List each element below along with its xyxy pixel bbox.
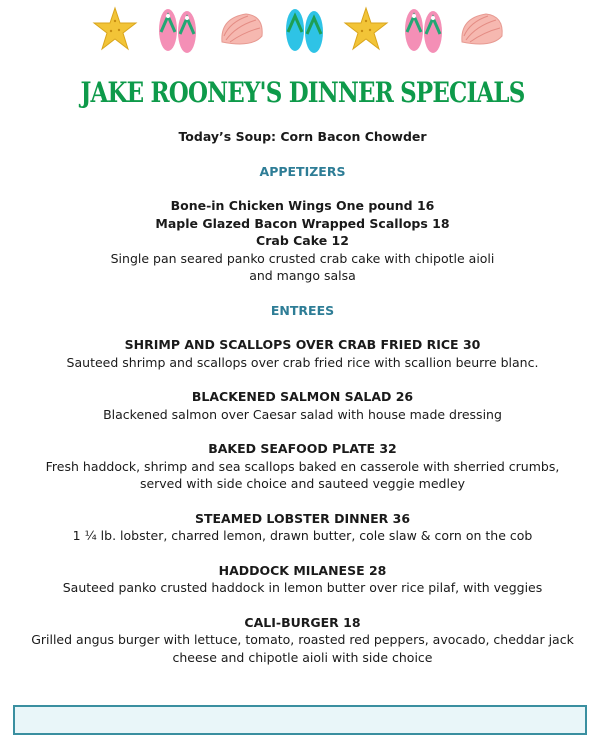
entree-item (0, 336, 605, 371)
appetizers-list (0, 197, 605, 285)
page-title: JAKE ROONEY'S DINNER SPECIALS (80, 76, 525, 109)
entree-description: Sauteed shrimp and scallops over crab fried rice with scallion beurre blanc. (66, 354, 539, 370)
footer-box (13, 705, 587, 735)
shell-icon (462, 14, 502, 44)
entree-description: 1 ¼ lb. lobster, charred lemon, drawn butter, cole slaw & corn on the cob (72, 528, 533, 543)
starfish-icon (94, 8, 136, 49)
appetizer-item: Maple Glazed Bacon Wrapped Scallops 18 (155, 215, 450, 231)
entree-description: Sauteed panko crusted haddock in lemon butter over rice pilaf, with veggies (62, 580, 543, 595)
menu-content (0, 128, 605, 683)
entree-name: BAKED SEAFOOD PLATE 32 (208, 441, 397, 456)
entree-name: STEAMED LOBSTER DINNER 36 (194, 510, 411, 526)
pink-flipflops-icon (159, 9, 196, 53)
entree-item (0, 440, 605, 493)
appetizers-heading: APPETIZERS (259, 163, 346, 179)
entree-name: BLACKENED SALMON SALAD 26 (191, 389, 414, 404)
blue-flipflops-icon (286, 9, 323, 53)
entree-description: Fresh haddock, shrimp and sea scallops baked en casserole with sherried crumbs, (45, 458, 560, 474)
entrees-heading: ENTREES (270, 302, 335, 318)
appetizer-description: Single pan seared panko crusted crab cake with chipotle aioli (110, 250, 495, 266)
entree-description: Grilled angus burger with lettuce, tomato, roasted red peppers, avocado, cheddar jack (31, 632, 574, 647)
shell-icon (222, 14, 262, 44)
entree-name: HADDOCK MILANESE 28 (218, 562, 387, 578)
entree-name: CALI-BURGER 18 (244, 614, 361, 630)
soup-of-the-day: Today’s Soup: Corn Bacon Chowder (178, 129, 427, 144)
decorative-banner (0, 2, 605, 60)
entree-item (0, 614, 605, 667)
appetizer-item: Crab Cake 12 (256, 233, 349, 248)
entree-name: SHRIMP AND SCALLOPS OVER CRAB FRIED RICE 30 (124, 337, 481, 352)
appetizer-description: and mango salsa (249, 268, 356, 283)
starfish-icon (345, 8, 387, 49)
entree-item (0, 388, 605, 423)
entree-item (0, 510, 605, 545)
entree-item (0, 562, 605, 597)
appetizer-item: Bone-in Chicken Wings One pound 16 (170, 198, 435, 213)
entree-description: cheese and chipotle aioli with side choice (172, 649, 433, 665)
pink-flipflops-icon (405, 9, 442, 53)
entree-description: Blackened salmon over Caesar salad with house made dressing (103, 406, 502, 422)
banner-art (0, 2, 605, 60)
entree-description: served with side choice and sauteed veggie medley (139, 476, 466, 491)
